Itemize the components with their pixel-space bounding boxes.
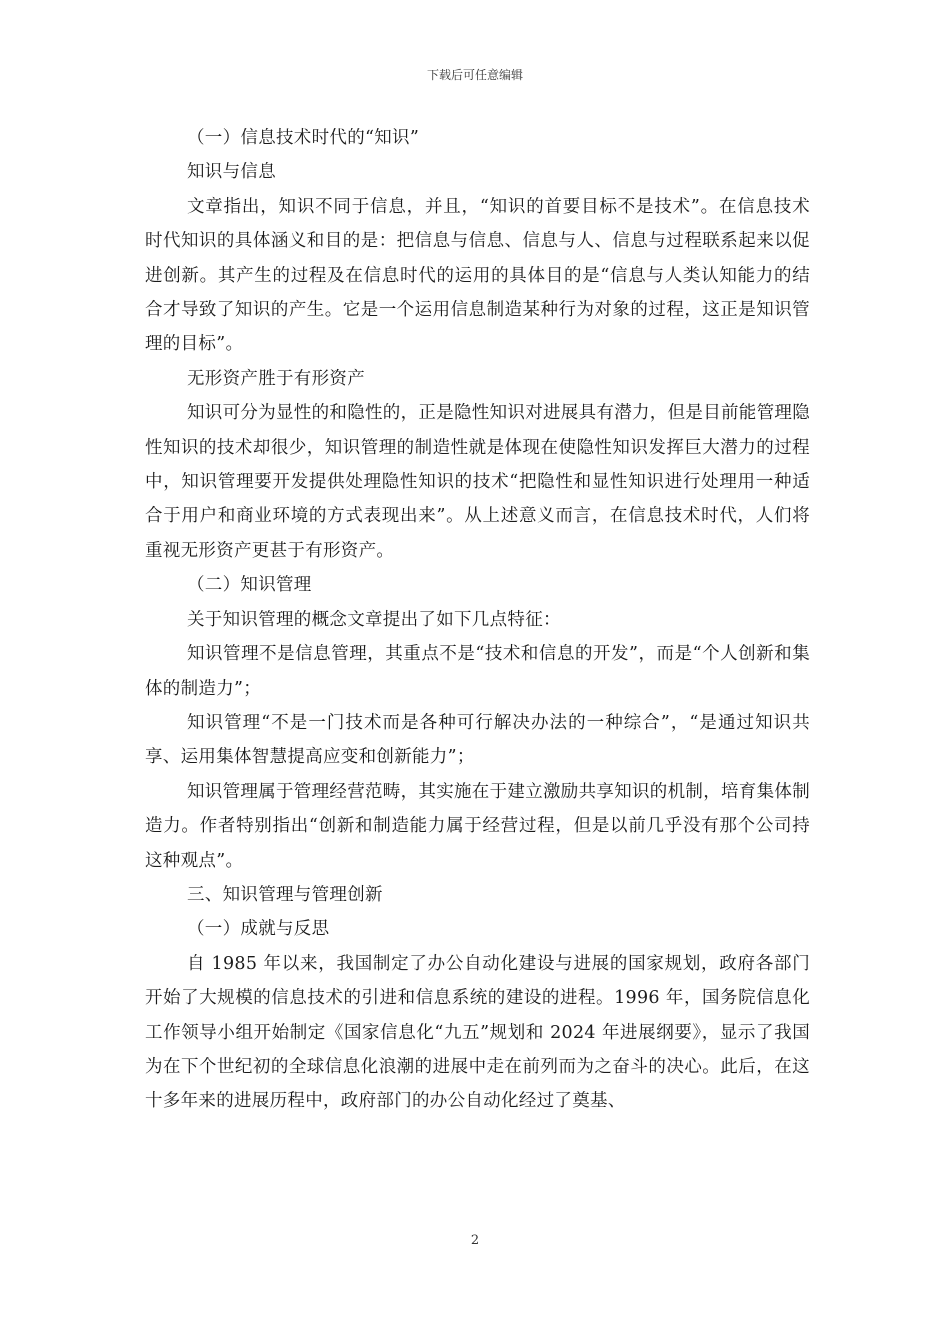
document-body — [145, 121, 810, 1119]
body-paragraph: 知识管理“不是一门技术而是各种可行解决办法的一种综合”，“是通过知识共享、运用集体智慧提高应变和创新能力”； — [145, 712, 810, 768]
body-paragraph: 自 1985 年以来，我国制定了办公自动化建设与进展的国家规划，政府各部门开始了大规模的信息技术的引进和信息系统的建设的进程。1996 年，国务院信息化工作领导小组开始制定《国家信息化“九五”规划和 2024 年进展纲要》，显示了我国为在下个世纪初的全球信息化浪潮的进展中走在前列而为之奋斗的决心。此后，在这十多年来的进展历程中，政府部门的办公自动化经过了奠基、 — [145, 953, 810, 1112]
subheading: 无形资产胜于有形资产 — [187, 368, 365, 389]
page-header: 下载后可任意编辑 — [426, 68, 523, 82]
body-paragraph: 关于知识管理的概念文章提出了如下几点特征： — [187, 609, 561, 630]
body-paragraph: 知识可分为显性的和隐性的，正是隐性知识对进展具有潜力，但是目前能管理隐性知识的技术却很少，知识管理的制造性就是体现在使隐性知识发挥巨大潜力的过程中，知识管理要开发提供处理隐性知识的技术“把隐性和显性知识进行处理用一种适合于用户和商业环境的方式表现出来”。从上述意义而言，在信息技术时代，人们将重视无形资产更甚于有形资产。 — [145, 403, 810, 561]
subheading: 知识与信息 — [187, 162, 276, 183]
section-heading: 三、知识管理与管理创新 — [187, 884, 383, 905]
body-paragraph: 知识管理不是信息管理，其重点不是“技术和信息的开发”，而是“个人创新和集体的制造力”； — [145, 644, 810, 699]
subsection-heading: （二）知识管理 — [187, 575, 312, 596]
body-paragraph: 文章指出，知识不同于信息，并且，“知识的首要目标不是技术”。在信息技术时代知识的具体涵义和目的是：把信息与信息、信息与人、信息与过程联系起来以促进创新。其产生的过程及在信息时代的运用的具体目的是“信息与人类认知能力的结合才导致了知识的产生。它是一个运用信息制造某种行为对象的过程，这正是知识管理的目标”。 — [145, 196, 810, 355]
page-number: 2 — [470, 1233, 480, 1248]
subsection-heading: （一）信息技术时代的“知识” — [187, 128, 420, 148]
subsection-heading: （一）成就与反思 — [187, 919, 330, 940]
body-paragraph: 知识管理属于管理经营范畴，其实施在于建立激励共享知识的机制，培育集体制造力。作者特别指出“创新和制造能力属于经营过程，但是以前几乎没有那个公司持这种观点”。 — [145, 781, 810, 871]
